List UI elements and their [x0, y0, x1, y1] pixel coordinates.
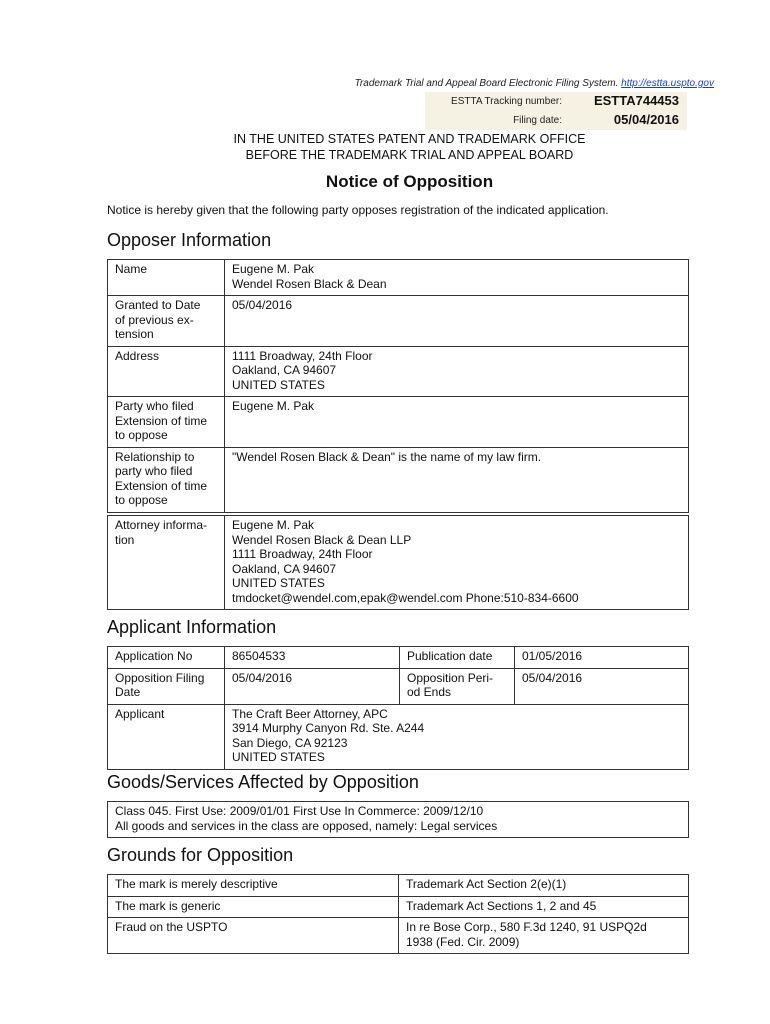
opposer-row-relationship — [108, 447, 689, 512]
document-title: Notice of Opposition — [325, 172, 494, 191]
publication-date-value: 01/05/2016 — [515, 647, 689, 669]
grounds-table — [107, 874, 689, 954]
applicant-value: The Craft Beer Attorney, APC 3914 Murphy Canyon Rd. Ste. A244 San Diego, CA 92123 UNITED STATES — [225, 704, 689, 769]
ground-text: The mark is generic — [108, 896, 399, 918]
extension-value: 05/04/2016 — [225, 296, 689, 347]
grounds-row — [108, 875, 689, 897]
goods-heading: Goods/Services Affected by Opposition — [107, 772, 419, 792]
applicant-heading: Applicant Information — [107, 617, 277, 637]
publication-date-label: Publication date — [400, 647, 515, 669]
opposition-dates-row — [108, 668, 689, 704]
extension-label: Granted to Date of previous ex- tension — [108, 296, 225, 347]
opposition-period-label: Opposition Peri- od Ends — [400, 668, 515, 704]
filing-date-row — [425, 111, 687, 130]
ground-basis: In re Bose Corp., 580 F.3d 1240, 91 USPQ2d 1938 (Fed. Cir. 2009) — [399, 918, 689, 954]
opposer-row-name — [108, 260, 689, 296]
filing-date-value: 05/04/2016 — [613, 112, 679, 127]
intro-text: Notice is hereby given that the following party opposes registration of the indicated application. — [107, 203, 609, 217]
relationship-value: "Wendel Rosen Black & Dean" is the name of my law firm. — [225, 447, 689, 512]
address-value: 1111 Broadway, 24th Floor Oakland, CA 94607 UNITED STATES — [225, 346, 689, 397]
tracking-number-value: ESTTA744453 — [593, 93, 679, 108]
attorney-value: Eugene M. Pak Wendel Rosen Black & Dean LLP 1111 Broadway, 24th Floor Oakland, CA 94607 UNITED STATES tmdocket@wendel.com,epak@wendel.com Phone:510-834-6600 — [225, 516, 689, 610]
opposer-row-address — [108, 346, 689, 397]
applicant-label: Applicant — [108, 704, 225, 769]
party-value: Eugene M. Pak — [225, 397, 689, 448]
grounds-row — [108, 896, 689, 918]
party-label: Party who filed Extension of time to oppose — [108, 397, 225, 448]
opposer-name-label: Name — [108, 260, 225, 296]
tracking-number-row — [425, 92, 687, 111]
ground-text: Fraud on the USPTO — [108, 918, 399, 954]
attorney-label: Attorney informa- tion — [108, 516, 225, 610]
goods-row — [108, 802, 689, 838]
grounds-heading: Grounds for Opposition — [107, 845, 294, 865]
ground-basis: Trademark Act Sections 1, 2 and 45 — [399, 896, 689, 918]
filing-date-label: Filing date: — [513, 115, 562, 126]
estta-system-text: Trademark Trial and Appeal Board Electronic Filing System. — [354, 78, 619, 89]
office-line-1: IN THE UNITED STATES PATENT AND TRADEMARK OFFICE — [233, 132, 586, 146]
tracking-number-label: ESTTA Tracking number: — [451, 96, 562, 107]
opposer-table — [107, 259, 689, 513]
opposition-period-value: 05/04/2016 — [515, 668, 689, 704]
opposer-row-party — [108, 397, 689, 448]
application-no-value: 86504533 — [225, 647, 400, 669]
grounds-row — [108, 918, 689, 954]
relationship-label: Relationship to party who filed Extension of time to oppose — [108, 447, 225, 512]
opposer-heading: Opposer Information — [107, 230, 272, 250]
ground-text: The mark is merely descriptive — [108, 875, 399, 897]
attorney-table — [107, 515, 689, 610]
goods-table — [107, 801, 689, 838]
application-no-label: Application No — [108, 647, 225, 669]
ground-basis: Trademark Act Section 2(e)(1) — [399, 875, 689, 897]
address-label: Address — [108, 346, 225, 397]
goods-text: Class 045. First Use: 2009/01/01 First Use In Commerce: 2009/12/10 All goods and services in the class are opposed, namely: Legal services — [108, 802, 689, 838]
estta-link[interactable]: http://estta.uspto.gov — [621, 78, 714, 89]
opposer-row-extension — [108, 296, 689, 347]
applicant-row — [108, 704, 689, 769]
opposition-filing-label: Opposition Filing Date — [108, 668, 225, 704]
opposer-name-value: Eugene M. Pak Wendel Rosen Black & Dean — [225, 260, 689, 296]
office-line-2: BEFORE THE TRADEMARK TRIAL AND APPEAL BOARD — [245, 148, 574, 162]
applicant-table — [107, 646, 689, 770]
estta-system-line — [355, 78, 714, 89]
opposition-filing-value: 05/04/2016 — [225, 668, 400, 704]
attorney-row — [108, 516, 689, 610]
application-no-row — [108, 647, 689, 669]
tracking-box — [425, 92, 687, 130]
